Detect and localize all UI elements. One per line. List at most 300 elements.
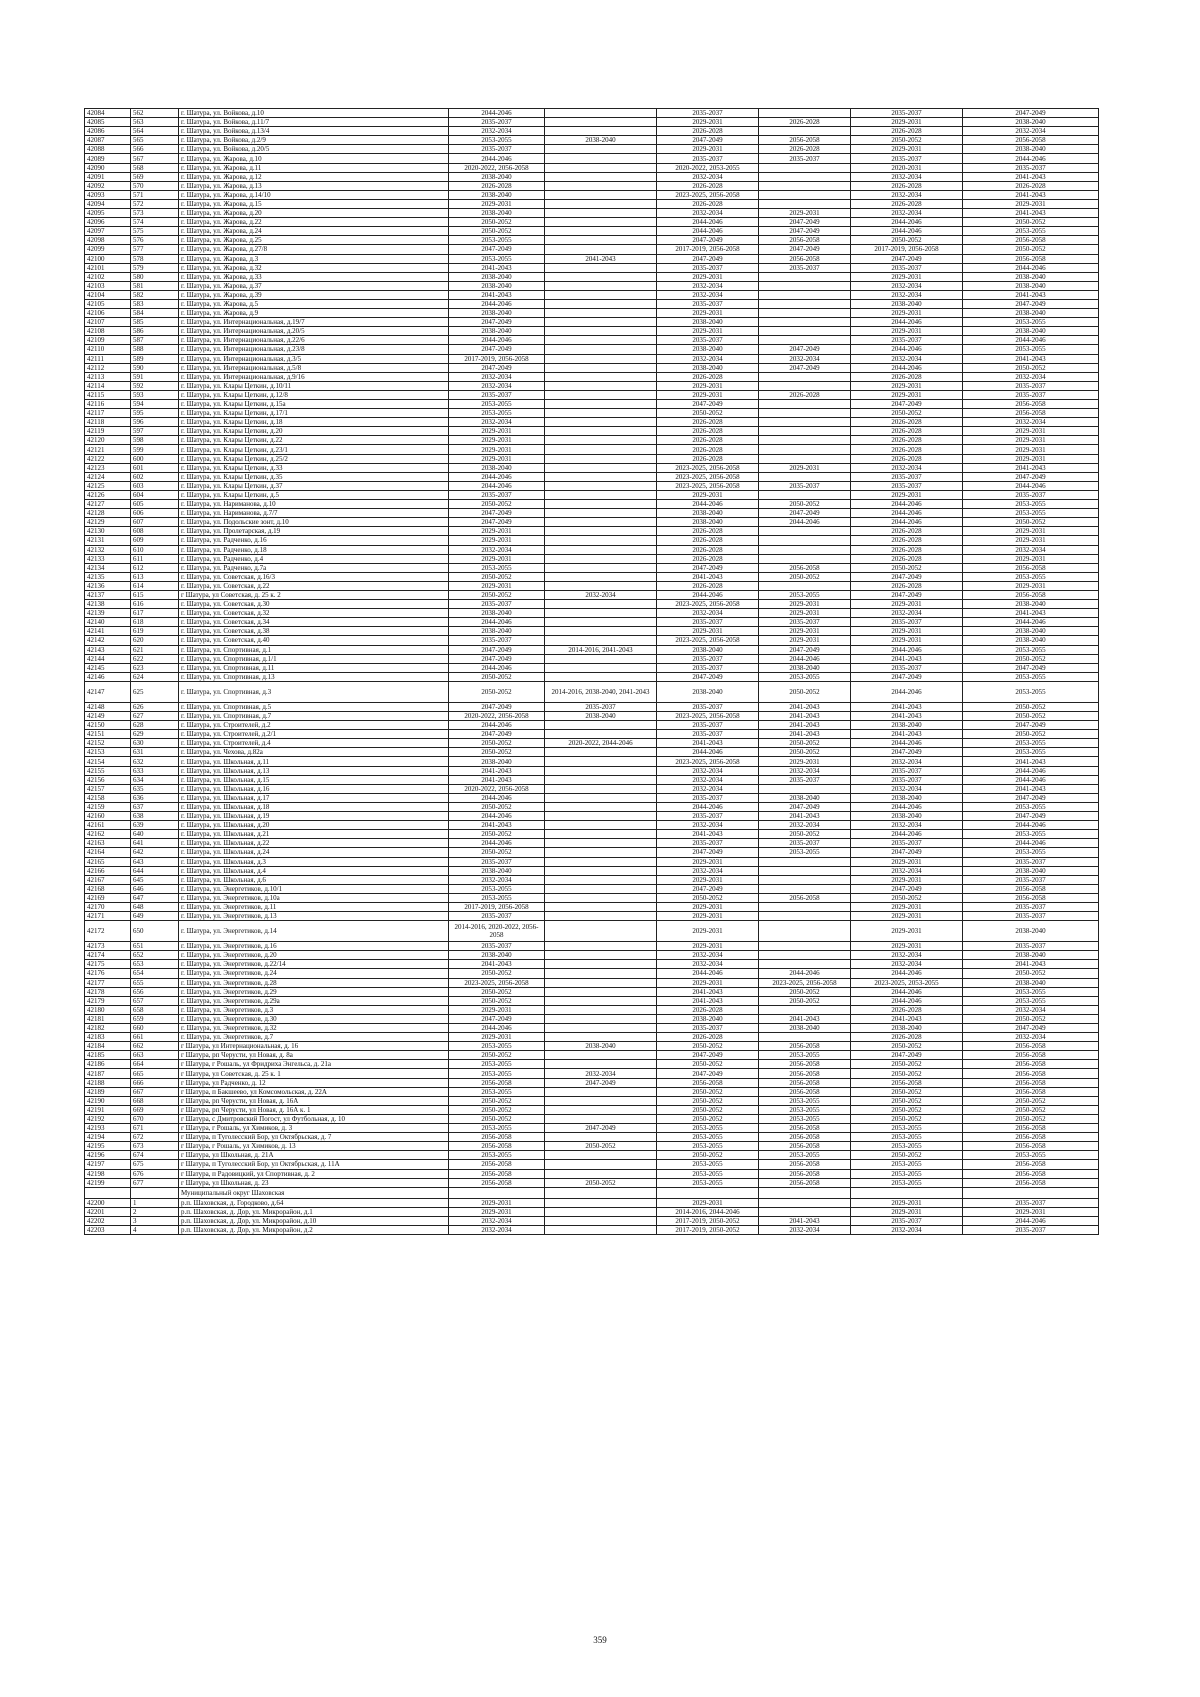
period-4-cell <box>759 884 851 893</box>
period-4-cell: 2056-2058 <box>759 1142 851 1151</box>
period-4-cell: 2047-2049 <box>759 645 851 654</box>
period-6-cell: 2047-2049 <box>963 1024 1099 1033</box>
period-4-cell <box>759 912 851 921</box>
period-5-cell: 2032-2034 <box>851 960 963 969</box>
table-row <box>85 1033 1099 1042</box>
period-1-cell: 2029-2031 <box>449 1005 545 1014</box>
row-id-cell: 42177 <box>85 978 131 987</box>
table-row <box>85 1005 1099 1014</box>
table-row <box>85 912 1099 921</box>
address-cell: г. Шатура, ул. Энергетиков, д.11 <box>179 902 449 911</box>
period-1-cell: 2035-2037 <box>449 600 545 609</box>
row-number-cell: 585 <box>131 318 179 327</box>
period-3-cell: 2026-2028 <box>657 527 759 536</box>
period-5-cell: 2047-2049 <box>851 672 963 681</box>
period-4-cell: 2047-2049 <box>759 363 851 372</box>
period-3-cell: 2026-2028 <box>657 127 759 136</box>
table-row <box>85 145 1099 154</box>
period-2-cell <box>545 672 657 681</box>
period-2-cell <box>545 1087 657 1096</box>
period-3-cell: 2026-2028 <box>657 536 759 545</box>
period-1-cell: 2041-2043 <box>449 775 545 784</box>
period-5-cell: 2032-2034 <box>851 190 963 199</box>
period-4-cell <box>759 400 851 409</box>
period-6-cell: 2050-2052 <box>963 245 1099 254</box>
row-id-cell: 42186 <box>85 1060 131 1069</box>
period-5-cell: 2044-2046 <box>851 645 963 654</box>
period-5-cell: 2047-2049 <box>851 572 963 581</box>
table-row <box>85 445 1099 454</box>
period-5-cell: 2026-2028 <box>851 445 963 454</box>
period-5-cell: 2032-2034 <box>851 784 963 793</box>
period-2-cell: 2041-2043 <box>545 254 657 263</box>
period-2-cell <box>545 209 657 218</box>
table-row <box>85 418 1099 427</box>
table-row <box>85 902 1099 911</box>
period-4-cell <box>759 109 851 118</box>
table-row <box>85 427 1099 436</box>
row-number-cell: 571 <box>131 190 179 199</box>
address-cell: г. Шатура, ул. Интернациональная, д.22/6 <box>179 336 449 345</box>
row-number-cell: 600 <box>131 454 179 463</box>
period-5-cell: 2044-2046 <box>851 681 963 702</box>
period-3-cell: 2044-2046 <box>657 227 759 236</box>
row-id-cell: 42127 <box>85 500 131 509</box>
table-row <box>85 527 1099 536</box>
row-number-cell: 675 <box>131 1160 179 1169</box>
period-6-cell: 2053-2055 <box>963 848 1099 857</box>
table-row <box>85 490 1099 499</box>
period-6-cell: 2050-2052 <box>963 1096 1099 1105</box>
period-5-cell: 2044-2046 <box>851 987 963 996</box>
period-3-cell: 2047-2049 <box>657 1069 759 1078</box>
period-4-cell: 2056-2058 <box>759 563 851 572</box>
period-4-cell <box>759 445 851 454</box>
period-2-cell <box>545 436 657 445</box>
period-3-cell: 2026-2028 <box>657 199 759 208</box>
row-number-cell: 608 <box>131 527 179 536</box>
row-id-cell: 42141 <box>85 627 131 636</box>
table-row <box>85 921 1099 942</box>
address-cell: г. Шатура, ул. Спортивная, д.1/1 <box>179 654 449 663</box>
period-2-cell <box>545 118 657 127</box>
period-3-cell: 2047-2049 <box>657 848 759 857</box>
row-number-cell: 594 <box>131 400 179 409</box>
period-2-cell <box>545 263 657 272</box>
period-4-cell: 2053-2055 <box>759 1114 851 1123</box>
period-1-cell: 2050-2052 <box>449 830 545 839</box>
row-number-cell: 612 <box>131 563 179 572</box>
row-number-cell: 673 <box>131 1142 179 1151</box>
period-3-cell: 2053-2055 <box>657 1133 759 1142</box>
period-2-cell <box>545 951 657 960</box>
period-2-cell <box>545 1207 657 1216</box>
period-2-cell <box>545 663 657 672</box>
row-number-cell: 569 <box>131 172 179 181</box>
period-5-cell: 2047-2049 <box>851 254 963 263</box>
period-1-cell: 2038-2040 <box>449 951 545 960</box>
address-cell: г. Шатура, ул. Спортивная, д.13 <box>179 672 449 681</box>
period-6-cell: 2044-2046 <box>963 775 1099 784</box>
row-number-cell: 650 <box>131 921 179 942</box>
period-5-cell: 2029-2031 <box>851 490 963 499</box>
period-5-cell: 2026-2028 <box>851 372 963 381</box>
period-5-cell: 2038-2040 <box>851 299 963 308</box>
section-empty-cell <box>657 1187 759 1198</box>
period-2-cell <box>545 336 657 345</box>
period-1-cell: 2047-2049 <box>449 363 545 372</box>
period-2-cell <box>545 912 657 921</box>
period-3-cell: 2053-2055 <box>657 1178 759 1187</box>
period-2-cell <box>545 1160 657 1169</box>
row-number-cell: 631 <box>131 748 179 757</box>
row-number-cell: 652 <box>131 951 179 960</box>
period-4-cell: 2026-2028 <box>759 390 851 399</box>
section-empty-cell <box>963 1187 1099 1198</box>
table-row <box>85 702 1099 711</box>
period-1-cell: 2020-2022, 2056-2058 <box>449 163 545 172</box>
period-1-cell: 2050-2052 <box>449 672 545 681</box>
address-cell: г. Шатура, ул. Клары Цеткин, д.10/11 <box>179 381 449 390</box>
period-4-cell: 2038-2040 <box>759 663 851 672</box>
table-row <box>85 672 1099 681</box>
address-cell: г. Шатура, ул. Энергетиков, д.3 <box>179 1005 449 1014</box>
row-number-cell: 628 <box>131 721 179 730</box>
period-2-cell <box>545 127 657 136</box>
period-2-cell <box>545 802 657 811</box>
row-id-cell: 42167 <box>85 875 131 884</box>
period-2-cell <box>545 654 657 663</box>
period-5-cell: 2053-2055 <box>851 1160 963 1169</box>
period-3-cell: 2029-2031 <box>657 902 759 911</box>
period-6-cell: 2056-2058 <box>963 1042 1099 1051</box>
period-6-cell: 2056-2058 <box>963 563 1099 572</box>
address-cell: г. Шатура, ул. Жарова, д.9 <box>179 309 449 318</box>
period-3-cell: 2035-2037 <box>657 618 759 627</box>
row-id-cell: 42142 <box>85 636 131 645</box>
period-2-cell <box>545 518 657 527</box>
row-number-cell: 632 <box>131 757 179 766</box>
period-3-cell: 2026-2028 <box>657 418 759 427</box>
row-number-cell: 575 <box>131 227 179 236</box>
period-3-cell: 2023-2025, 2056-2058 <box>657 190 759 199</box>
address-cell: г. Шатура, ул. Энергетиков, д.24 <box>179 969 449 978</box>
row-id-cell: 42192 <box>85 1114 131 1123</box>
period-1-cell: 2047-2049 <box>449 345 545 354</box>
period-4-cell <box>759 272 851 281</box>
period-6-cell: 2035-2037 <box>963 902 1099 911</box>
period-1-cell: 2038-2040 <box>449 190 545 199</box>
period-3-cell: 2029-2031 <box>657 921 759 942</box>
period-4-cell: 2023-2025, 2056-2058 <box>759 978 851 987</box>
section-empty-cell <box>449 1187 545 1198</box>
period-3-cell: 2044-2046 <box>657 748 759 757</box>
period-3-cell: 2023-2025, 2056-2058 <box>657 481 759 490</box>
period-6-cell: 2053-2055 <box>963 996 1099 1005</box>
address-cell: г Шатура, ул Советская, д. 25 к. 2 <box>179 590 449 599</box>
row-id-cell: 42171 <box>85 912 131 921</box>
period-1-cell: 2050-2052 <box>449 987 545 996</box>
period-1-cell: 2026-2028 <box>449 181 545 190</box>
table-row <box>85 987 1099 996</box>
period-3-cell: 2026-2028 <box>657 372 759 381</box>
period-4-cell: 2056-2058 <box>759 1060 851 1069</box>
period-2-cell <box>545 748 657 757</box>
period-5-cell: 2029-2031 <box>851 272 963 281</box>
period-5-cell: 2038-2040 <box>851 1024 963 1033</box>
period-3-cell: 2044-2046 <box>657 500 759 509</box>
period-3-cell: 2053-2055 <box>657 1169 759 1178</box>
row-number-cell: 606 <box>131 509 179 518</box>
row-id-cell: 42124 <box>85 472 131 481</box>
row-id-cell: 42131 <box>85 536 131 545</box>
row-id-cell: 42106 <box>85 309 131 318</box>
section-empty-cell <box>759 1187 851 1198</box>
period-3-cell: 2017-2019, 2056-2058 <box>657 245 759 254</box>
period-3-cell: 2026-2028 <box>657 581 759 590</box>
row-id-cell: 42145 <box>85 663 131 672</box>
period-2-cell <box>545 1169 657 1178</box>
period-1-cell: 2029-2031 <box>449 536 545 545</box>
table-row <box>85 1114 1099 1123</box>
period-3-cell: 2029-2031 <box>657 627 759 636</box>
row-number-cell: 640 <box>131 830 179 839</box>
period-6-cell: 2056-2058 <box>963 1169 1099 1178</box>
row-id-cell: 42190 <box>85 1096 131 1105</box>
period-2-cell <box>545 227 657 236</box>
period-6-cell: 2053-2055 <box>963 645 1099 654</box>
period-3-cell: 2029-2031 <box>657 1198 759 1207</box>
address-cell: г. Шатура, ул. Советская, д.22 <box>179 581 449 590</box>
period-5-cell: 2044-2046 <box>851 218 963 227</box>
row-id-cell: 42092 <box>85 181 131 190</box>
row-id-cell: 42187 <box>85 1069 131 1078</box>
period-6-cell: 2029-2031 <box>963 1207 1099 1216</box>
row-id-cell: 42084 <box>85 109 131 118</box>
table-row <box>85 721 1099 730</box>
table-row <box>85 627 1099 636</box>
period-5-cell: 2032-2034 <box>851 866 963 875</box>
address-cell: р.п. Шаховская, д. Дор, ул. Микрорайон, д.1 <box>179 1207 449 1216</box>
period-5-cell: 2050-2052 <box>851 563 963 572</box>
period-1-cell: 2044-2046 <box>449 663 545 672</box>
period-2-cell <box>545 1060 657 1069</box>
row-number-cell: 661 <box>131 1033 179 1042</box>
period-3-cell: 2026-2028 <box>657 545 759 554</box>
table-row <box>85 730 1099 739</box>
period-4-cell: 2056-2058 <box>759 1078 851 1087</box>
address-cell: г. Шатура, ул. Жарова, д.32 <box>179 263 449 272</box>
period-4-cell: 2029-2031 <box>759 209 851 218</box>
table-row <box>85 581 1099 590</box>
row-number-cell: 660 <box>131 1024 179 1033</box>
address-cell: г. Шатура, ул. Школьная, д.22 <box>179 839 449 848</box>
address-cell: г. Шатура, ул. Жарова, д.12 <box>179 172 449 181</box>
period-5-cell: 2035-2037 <box>851 766 963 775</box>
period-4-cell: 2050-2052 <box>759 996 851 1005</box>
address-cell: г. Шатура, ул. Чехова, д.82а <box>179 748 449 757</box>
row-number-cell: 665 <box>131 1069 179 1078</box>
address-cell: г. Шатура, ул. Энергетиков, д.29 <box>179 987 449 996</box>
row-id-cell: 42130 <box>85 527 131 536</box>
address-cell: г. Шатура, ул. Клары Цеткин, д.37 <box>179 481 449 490</box>
row-id-cell: 42110 <box>85 345 131 354</box>
row-id-cell: 42098 <box>85 236 131 245</box>
period-2-cell <box>545 281 657 290</box>
period-6-cell: 2056-2058 <box>963 893 1099 902</box>
period-2-cell <box>545 418 657 427</box>
period-1-cell: 2053-2055 <box>449 1151 545 1160</box>
period-3-cell: 2023-2025, 2056-2058 <box>657 636 759 645</box>
period-4-cell <box>759 866 851 875</box>
period-2-cell <box>545 390 657 399</box>
row-id-cell: 42133 <box>85 554 131 563</box>
period-6-cell: 2038-2040 <box>963 327 1099 336</box>
period-6-cell: 2029-2031 <box>963 554 1099 563</box>
row-id-cell: 42113 <box>85 372 131 381</box>
period-4-cell <box>759 409 851 418</box>
period-3-cell: 2050-2052 <box>657 893 759 902</box>
address-cell: г. Шатура, ул. Советская, д.32 <box>179 609 449 618</box>
period-1-cell: 2056-2058 <box>449 1178 545 1187</box>
period-4-cell: 2041-2043 <box>759 1216 851 1225</box>
period-2-cell <box>545 354 657 363</box>
table-row <box>85 996 1099 1005</box>
period-6-cell: 2053-2055 <box>963 345 1099 354</box>
period-6-cell: 2050-2052 <box>963 1114 1099 1123</box>
period-1-cell: 2038-2040 <box>449 866 545 875</box>
period-6-cell: 2038-2040 <box>963 272 1099 281</box>
period-1-cell: 2038-2040 <box>449 272 545 281</box>
row-number-cell: 658 <box>131 1005 179 1014</box>
period-1-cell: 2050-2052 <box>449 1096 545 1105</box>
period-5-cell: 2044-2046 <box>851 345 963 354</box>
row-id-cell: 42125 <box>85 481 131 490</box>
row-id-cell: 42169 <box>85 893 131 902</box>
period-1-cell: 2032-2034 <box>449 372 545 381</box>
period-1-cell: 2020-2022, 2056-2058 <box>449 784 545 793</box>
period-4-cell: 2056-2058 <box>759 1042 851 1051</box>
period-6-cell: 2047-2049 <box>963 663 1099 672</box>
period-5-cell: 2026-2028 <box>851 545 963 554</box>
period-4-cell <box>759 127 851 136</box>
period-2-cell <box>545 1096 657 1105</box>
period-6-cell: 2047-2049 <box>963 299 1099 308</box>
period-1-cell: 2056-2058 <box>449 1160 545 1169</box>
period-2-cell <box>545 866 657 875</box>
table-row <box>85 812 1099 821</box>
row-id-cell: 42175 <box>85 960 131 969</box>
period-6-cell: 2053-2055 <box>963 681 1099 702</box>
address-cell: г Шатура, ул Советская, д. 25 к. 1 <box>179 1069 449 1078</box>
row-id-cell: 42093 <box>85 190 131 199</box>
period-2-cell <box>545 181 657 190</box>
period-5-cell: 2032-2034 <box>851 757 963 766</box>
period-1-cell: 2038-2040 <box>449 627 545 636</box>
period-2-cell: 2047-2049 <box>545 1078 657 1087</box>
period-3-cell: 2023-2025, 2056-2058 <box>657 600 759 609</box>
period-3-cell: 2047-2049 <box>657 400 759 409</box>
period-1-cell: 2053-2055 <box>449 236 545 245</box>
row-id-cell: 42165 <box>85 857 131 866</box>
period-4-cell <box>759 436 851 445</box>
row-number-cell: 654 <box>131 969 179 978</box>
row-number-cell: 619 <box>131 627 179 636</box>
address-cell: г. Шатура, ул. Энергетиков, д.32 <box>179 1024 449 1033</box>
period-3-cell: 2023-2025, 2056-2058 <box>657 757 759 766</box>
row-id-cell: 42143 <box>85 645 131 654</box>
period-1-cell: 2044-2046 <box>449 481 545 490</box>
period-5-cell: 2026-2028 <box>851 418 963 427</box>
period-5-cell: 2026-2028 <box>851 181 963 190</box>
period-4-cell: 2029-2031 <box>759 757 851 766</box>
period-2-cell <box>545 154 657 163</box>
row-number-cell: 622 <box>131 654 179 663</box>
period-3-cell: 2032-2034 <box>657 775 759 784</box>
repair-schedule-table <box>84 108 1099 1235</box>
row-number-cell: 613 <box>131 572 179 581</box>
address-cell: г. Шатура, ул. Школьная, д.16 <box>179 784 449 793</box>
table-row <box>85 1142 1099 1151</box>
row-number-cell: 588 <box>131 345 179 354</box>
period-6-cell: 2029-2031 <box>963 199 1099 208</box>
table-row <box>85 472 1099 481</box>
row-number-cell: 591 <box>131 372 179 381</box>
row-id-cell: 42111 <box>85 354 131 363</box>
period-1-cell: 2050-2052 <box>449 739 545 748</box>
period-3-cell: 2035-2037 <box>657 663 759 672</box>
period-2-cell: 2035-2037 <box>545 702 657 711</box>
table-row <box>85 372 1099 381</box>
address-cell: г. Шатура, ул. Школьная, д.20 <box>179 821 449 830</box>
table-row <box>85 636 1099 645</box>
row-number-cell: 642 <box>131 848 179 857</box>
table-row <box>85 821 1099 830</box>
row-number-cell: 3 <box>131 1216 179 1225</box>
table-row <box>85 793 1099 802</box>
period-1-cell: 2029-2031 <box>449 527 545 536</box>
row-id-cell: 42194 <box>85 1133 131 1142</box>
period-3-cell: 2041-2043 <box>657 739 759 748</box>
table-row <box>85 1178 1099 1187</box>
period-6-cell: 2041-2043 <box>963 172 1099 181</box>
period-4-cell <box>759 536 851 545</box>
period-6-cell: 2041-2043 <box>963 209 1099 218</box>
row-id-cell: 42168 <box>85 884 131 893</box>
row-number-cell: 649 <box>131 912 179 921</box>
period-1-cell: 2053-2055 <box>449 1042 545 1051</box>
period-5-cell: 2038-2040 <box>851 721 963 730</box>
period-1-cell: 2053-2055 <box>449 254 545 263</box>
period-4-cell <box>759 336 851 345</box>
address-cell: г. Шатура, ул. Интернациональная, д.9/16 <box>179 372 449 381</box>
period-2-cell <box>545 190 657 199</box>
row-number-cell: 593 <box>131 390 179 399</box>
period-3-cell: 2035-2037 <box>657 109 759 118</box>
period-3-cell: 2029-2031 <box>657 309 759 318</box>
period-2-cell <box>545 730 657 739</box>
period-1-cell: 2029-2031 <box>449 436 545 445</box>
row-id-cell: 42096 <box>85 218 131 227</box>
period-5-cell: 2050-2052 <box>851 409 963 418</box>
address-cell: г Шатура, п Радовицкий, ул Спортивная, д. 2 <box>179 1169 449 1178</box>
row-number-cell: 567 <box>131 154 179 163</box>
period-6-cell: 2029-2031 <box>963 454 1099 463</box>
table-row <box>85 681 1099 702</box>
period-5-cell: 2044-2046 <box>851 509 963 518</box>
document-table-container <box>84 108 1098 1235</box>
address-cell: г. Шатура, ул. Жарова, д.27/8 <box>179 245 449 254</box>
